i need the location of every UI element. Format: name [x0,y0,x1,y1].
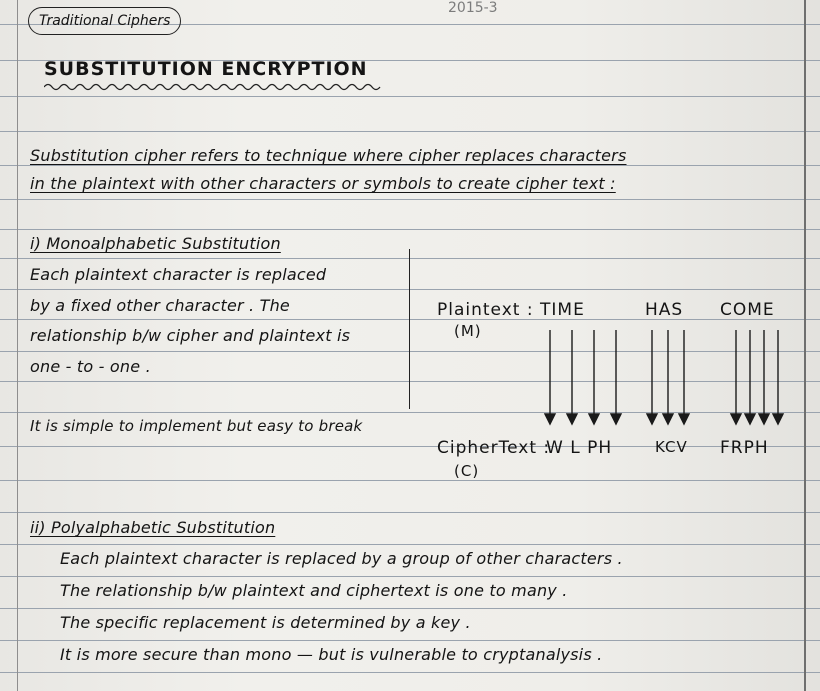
arrow-head [545,414,555,424]
plaintext-label: Plaintext : [437,300,534,320]
ruled-line [0,289,820,290]
arrow-head [611,414,621,424]
mono-line-4: one - to - one . [30,357,151,376]
ruled-line [0,258,820,259]
ciphertext-label: CipherText : [437,438,551,458]
section-tag: Traditional Ciphers [28,7,181,35]
mono-line-1: Each plaintext character is replaced [30,265,327,284]
poly-line-2: The relationship b/w plaintext and ciphertext is one to many . [60,581,568,600]
cipher-word-2: KCV [655,438,688,456]
poly-line-1: Each plaintext character is replaced by a group of other characters . [60,549,623,568]
ruled-line [0,446,820,447]
arrow-head [679,414,689,424]
arrow-head [759,414,769,424]
intro-line-2: in the plaintext with other characters or symbols to create cipher text : [30,174,616,193]
ruled-line [0,576,820,577]
arrow-head [731,414,741,424]
mono-line-3: relationship b/w cipher and plaintext is [30,326,351,345]
plain-word-2: HAS [645,300,684,320]
ciphertext-sublabel: (C) [454,462,480,480]
mono-note: It is simple to implement but easy to break [30,417,363,435]
mono-heading: i) Monoalphabetic Substitution [30,234,281,253]
mapping-arrows [540,330,800,428]
faint-page-number: 2015-3 [448,0,498,16]
ruled-line [0,96,820,97]
page-edge-line [804,0,806,691]
arrow-head [567,414,577,424]
plain-word-3: COME [720,300,775,320]
arrow-head [647,414,657,424]
poly-heading: ii) Polyalphabetic Substitution [30,518,276,537]
plain-word-1: TIME [540,300,585,320]
ruled-line [0,229,820,230]
intro-line-1: Substitution cipher refers to technique where cipher replaces characters [30,146,627,165]
title-underline-squiggle [44,82,384,92]
cipher-word-3: FRPH [720,438,769,458]
ruled-line [0,672,820,673]
column-divider [409,249,410,409]
ruled-line [0,512,820,513]
poly-line-4: It is more secure than mono — but is vulnerable to cryptanalysis . [60,645,603,664]
ruled-line [0,480,820,481]
cipher-word-1: W L PH [546,438,613,458]
mono-line-2: by a fixed other character . The [30,296,290,315]
plaintext-sublabel: (M) [454,322,482,340]
arrow-head [663,414,673,424]
ruled-line [0,319,820,320]
ruled-line [0,608,820,609]
arrow-head [745,414,755,424]
ruled-line [0,640,820,641]
poly-line-3: The specific replacement is determined by a key . [60,613,471,632]
arrow-head [589,414,599,424]
margin-line [17,0,18,691]
ruled-line [0,165,820,166]
ruled-line [0,544,820,545]
ruled-line [0,199,820,200]
arrow-head [773,414,783,424]
page-title: SUBSTITUTION ENCRYPTION [44,58,368,80]
ruled-line [0,131,820,132]
